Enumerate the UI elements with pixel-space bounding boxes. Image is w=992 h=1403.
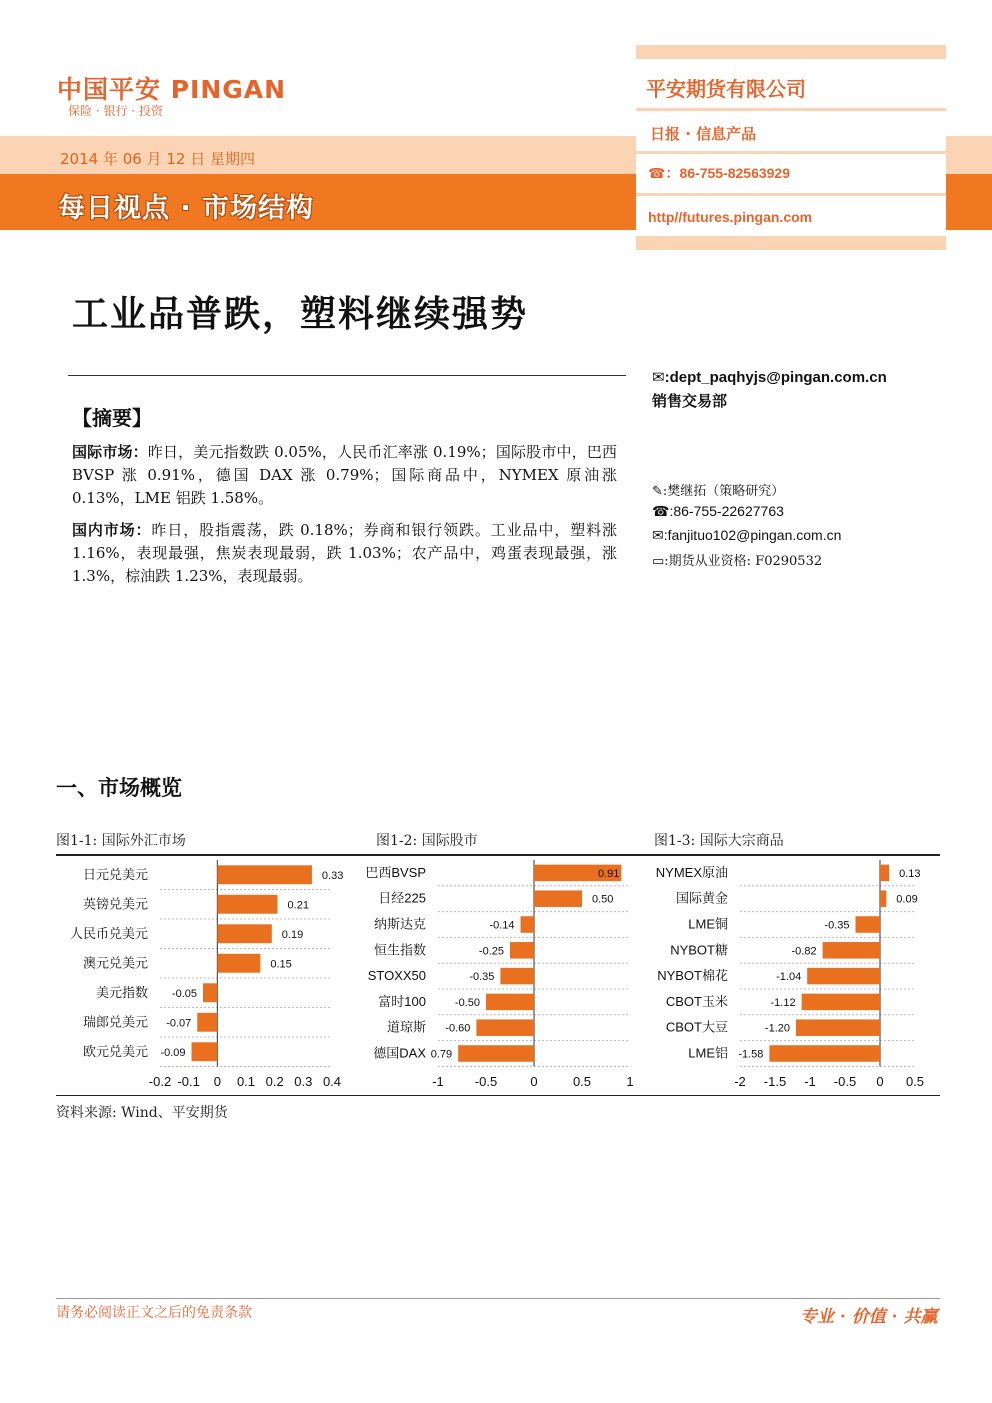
envelope-icon: ✉	[652, 528, 664, 544]
bar	[458, 1045, 534, 1062]
bar	[856, 916, 881, 933]
author-phone-row	[652, 503, 784, 520]
company-phone-number: 86-755-82563929	[679, 165, 790, 181]
data-label: -0.60	[445, 1022, 471, 1035]
data-label: -1.20	[764, 1022, 790, 1035]
product-type: 日报 · 信息产品	[650, 125, 757, 143]
category-label: 澳元兑美元	[82, 955, 148, 971]
bar	[476, 1019, 534, 1036]
bar	[500, 968, 534, 985]
data-label: 0.91	[597, 867, 620, 880]
summary-heading: 【摘要】	[72, 406, 152, 430]
author-row	[652, 480, 784, 499]
tick-label: 0	[530, 1074, 538, 1089]
footer-divider	[56, 1298, 940, 1299]
figure-caption: 图1-3: 国际大宗商品	[654, 833, 784, 849]
bar	[217, 924, 271, 943]
report-date: 2014 年 06 月 12 日 星期四	[60, 150, 255, 168]
summary-domestic	[72, 519, 617, 588]
data-label: -0.05	[171, 987, 197, 1000]
pingan-logo: 中国平安 PINGAN	[57, 75, 287, 104]
author-email[interactable]: :fanjituo102@pingan.com.cn	[663, 527, 842, 543]
data-source: 资料来源: Wind、平安期货	[56, 1105, 228, 1121]
category-label: 巴西BVSP	[365, 864, 426, 880]
bar	[510, 942, 534, 959]
panel-divider	[636, 151, 946, 154]
data-label: 0.33	[321, 869, 344, 882]
report-series-title: 每日视点 · 市场结构	[58, 193, 315, 224]
right-strip-top	[946, 136, 992, 174]
phone-icon: ☎	[652, 504, 670, 520]
envelope-icon: ✉	[652, 368, 665, 386]
bar	[880, 865, 889, 882]
tick-label: -0.5	[474, 1074, 498, 1089]
category-label: 欧元兑美元	[82, 1043, 148, 1059]
tick-label: 0.5	[572, 1074, 592, 1089]
category-label: 富时100	[378, 993, 426, 1009]
dept-name: 销售交易部	[652, 392, 728, 410]
panel-divider	[636, 108, 946, 111]
bar	[197, 1013, 217, 1032]
author-license: :期货从业资格: F0290532	[664, 554, 823, 569]
panel-top-bar	[636, 45, 946, 59]
disclaimer-notice[interactable]: 请务必阅读正文之后的免责条款	[56, 1305, 252, 1321]
category-label: NYBOT糖	[670, 942, 728, 958]
data-label: -0.50	[454, 996, 480, 1009]
tick-label: -2	[734, 1074, 746, 1089]
company-name: 平安期货有限公司	[646, 77, 806, 101]
bar	[217, 954, 260, 973]
chart-stock-market	[360, 856, 650, 1092]
title-divider	[68, 375, 626, 376]
pen-icon: ✎	[652, 484, 663, 499]
bar	[521, 916, 534, 933]
category-label: NYMEX原油	[655, 864, 728, 880]
summary-international	[72, 441, 617, 510]
dept-email[interactable]: dept_paqhyjs@pingan.com.cn	[669, 369, 887, 386]
panel-bottom-bar	[636, 236, 946, 250]
category-label: 道琼斯	[386, 1019, 426, 1035]
category-label: NYBOT棉花	[657, 968, 728, 984]
bar	[880, 890, 886, 907]
category-label: 日元兑美元	[82, 866, 148, 882]
category-label: 人民币兑美元	[69, 925, 148, 941]
bar	[823, 942, 880, 959]
author-email-row	[652, 527, 841, 544]
summary-text: 昨日，股指震荡，跌 0.18%；券商和银行领跌。工业品中，塑料涨 1.16%，表现最强，焦炭表现最弱，跌 1.03%；农产品中，鸡蛋表现最强，涨 1.3%，棕油跌 1.23%，表现最弱。	[72, 521, 617, 585]
category-label: 恒生指数	[373, 942, 426, 958]
company-phone: ☎：86-755-82563929	[648, 165, 790, 182]
section-heading: 一、市场概览	[56, 776, 182, 800]
logo-tagline: 保险 · 银行 · 投资	[68, 104, 163, 118]
bar	[796, 1019, 880, 1036]
chart-bottom-rule	[56, 1095, 940, 1096]
author-license-row	[652, 550, 822, 569]
data-label: -1.04	[776, 971, 802, 984]
bar	[534, 890, 582, 907]
tick-label: -0.2	[148, 1074, 172, 1089]
data-label: 0.09	[896, 893, 918, 906]
category-label: 纳斯达克	[373, 916, 426, 932]
category-label: 德国DAX	[373, 1045, 426, 1061]
data-label: -1.58	[738, 1048, 764, 1061]
bar	[486, 994, 534, 1011]
summary-text: 昨日，美元指数跌 0.05%，人民币汇率涨 0.19%；国际股市中，巴西 BVSP 涨 0.91%，德国 DAX 涨 0.79%；国际商品中，NYMEX 原油涨 0.13%，LME 铝跌 1.58%。	[72, 443, 617, 507]
tick-label: 0	[213, 1074, 221, 1089]
category-label: 日经225	[378, 890, 426, 906]
bar	[203, 983, 217, 1002]
tick-label: -1	[804, 1074, 816, 1089]
company-info-panel	[636, 45, 946, 250]
tick-label: -1.5	[763, 1074, 787, 1089]
data-label: -0.25	[478, 945, 504, 958]
book-icon: ▭	[652, 554, 665, 569]
bar	[192, 1042, 218, 1061]
data-label: -0.09	[160, 1046, 186, 1059]
bar	[807, 968, 880, 985]
category-label: CBOT大豆	[665, 1019, 728, 1035]
tick-label: -0.1	[177, 1074, 200, 1089]
tick-label: 0.4	[322, 1074, 342, 1089]
category-label: 英镑兑美元	[82, 896, 148, 912]
tick-label: 0.3	[294, 1074, 313, 1089]
author-name: :樊继拓（策略研究）	[662, 484, 785, 499]
data-label: 0.15	[270, 958, 292, 971]
summary-label: 国内市场：	[72, 521, 152, 539]
category-label: 美元指数	[95, 984, 148, 1000]
bar	[217, 895, 277, 914]
figure-caption: 图1-2: 国际股市	[376, 833, 478, 849]
bar	[769, 1045, 880, 1062]
tick-label: 0.1	[236, 1074, 256, 1089]
tick-label: -0.5	[833, 1074, 857, 1089]
tick-label: 0.5	[905, 1074, 925, 1089]
data-label: -1.12	[770, 996, 796, 1009]
author-phone: :86-755-22627763	[669, 503, 784, 519]
summary-label: 国际市场：	[72, 443, 148, 461]
bar	[802, 994, 880, 1011]
company-slogan: 专业 · 价值 · 共赢	[800, 1307, 938, 1327]
category-label: CBOT玉米	[665, 993, 728, 1009]
panel-divider	[636, 193, 946, 196]
dept-email-row: ✉:dept_paqhyjs@pingan.com.cn	[652, 368, 887, 386]
tick-label: 1	[626, 1074, 634, 1089]
data-label: -0.14	[489, 919, 515, 932]
report-title: 工业品普跌，塑料继续强势	[72, 294, 529, 335]
phone-icon: ☎	[648, 166, 666, 182]
tick-label: 0	[876, 1074, 884, 1089]
figure-caption: 图1-1: 国际外汇市场	[56, 833, 186, 849]
category-label: LME铜	[688, 916, 728, 932]
category-label: 瑞郎兑美元	[82, 1014, 148, 1030]
tick-label: 0.2	[265, 1074, 284, 1089]
company-url-link[interactable]: http//futures.pingan.com	[648, 209, 813, 225]
data-label: 0.79	[430, 1048, 453, 1061]
data-label: -0.35	[824, 919, 850, 932]
data-label: 0.50	[592, 893, 614, 906]
chart-commodities	[650, 856, 940, 1092]
category-label: LME铝	[688, 1045, 728, 1061]
data-label: 0.13	[899, 867, 921, 880]
chart-fx-market	[56, 856, 356, 1092]
data-label: 0.21	[287, 899, 309, 912]
data-label: -0.07	[166, 1017, 192, 1030]
category-label: STOXX50	[367, 968, 426, 984]
data-label: -0.82	[791, 945, 817, 958]
category-label: 国际黄金	[675, 890, 728, 906]
data-label: 0.19	[281, 928, 304, 941]
tick-label: -1	[432, 1074, 444, 1089]
bar	[217, 865, 312, 884]
data-label: -0.35	[469, 971, 495, 984]
